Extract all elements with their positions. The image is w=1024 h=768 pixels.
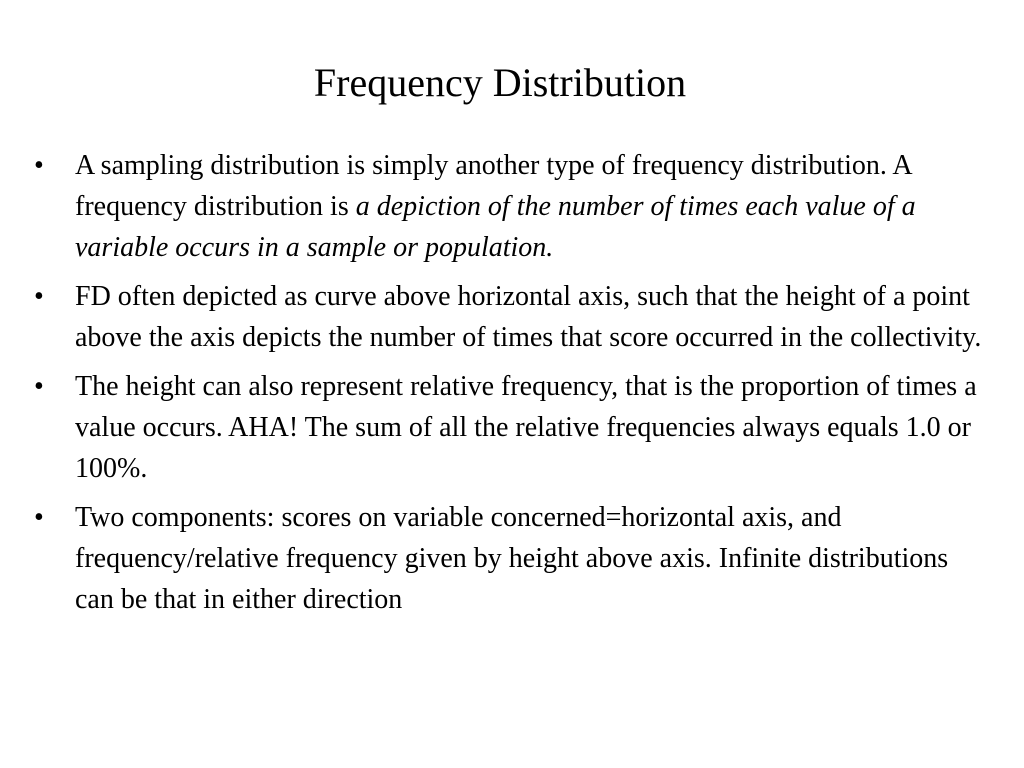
bullet-item-relative-frequency: [32, 366, 992, 489]
bullet-text: A sampling distribution is simply another type of frequency distribution. A frequency distribution is: [75, 150, 912, 222]
bullet-marker: •: [34, 150, 44, 181]
bullet-item-sampling-distribution: [32, 145, 992, 268]
bullet-marker: •: [34, 281, 44, 312]
slide-title: Frequency Distribution: [313, 60, 687, 105]
bullet-text: Two components: scores on variable concerned=horizontal axis, and frequency/relative frequency given by height above axis. Infinite distributions can be that in either direction: [75, 502, 949, 615]
bullet-text: The height can also represent relative frequency, that is the proportion of times a value occurs. AHA! The sum of all the relative frequencies always equals 1.0 or 100%.: [75, 371, 977, 484]
bullet-marker: •: [34, 502, 44, 533]
bullet-text: FD often depicted as curve above horizontal axis, such that the height of a point above the axis depicts the number of times that score occurred in the collectivity.: [75, 281, 982, 353]
bullet-marker: •: [34, 371, 44, 402]
bullet-item-two-components: [32, 497, 992, 620]
bullet-italic-text: a depiction of the number of times each value of a variable occurs in a sample or population.: [75, 191, 916, 263]
bullet-list: [32, 145, 992, 628]
bullet-item-fd-curve: [32, 276, 992, 358]
